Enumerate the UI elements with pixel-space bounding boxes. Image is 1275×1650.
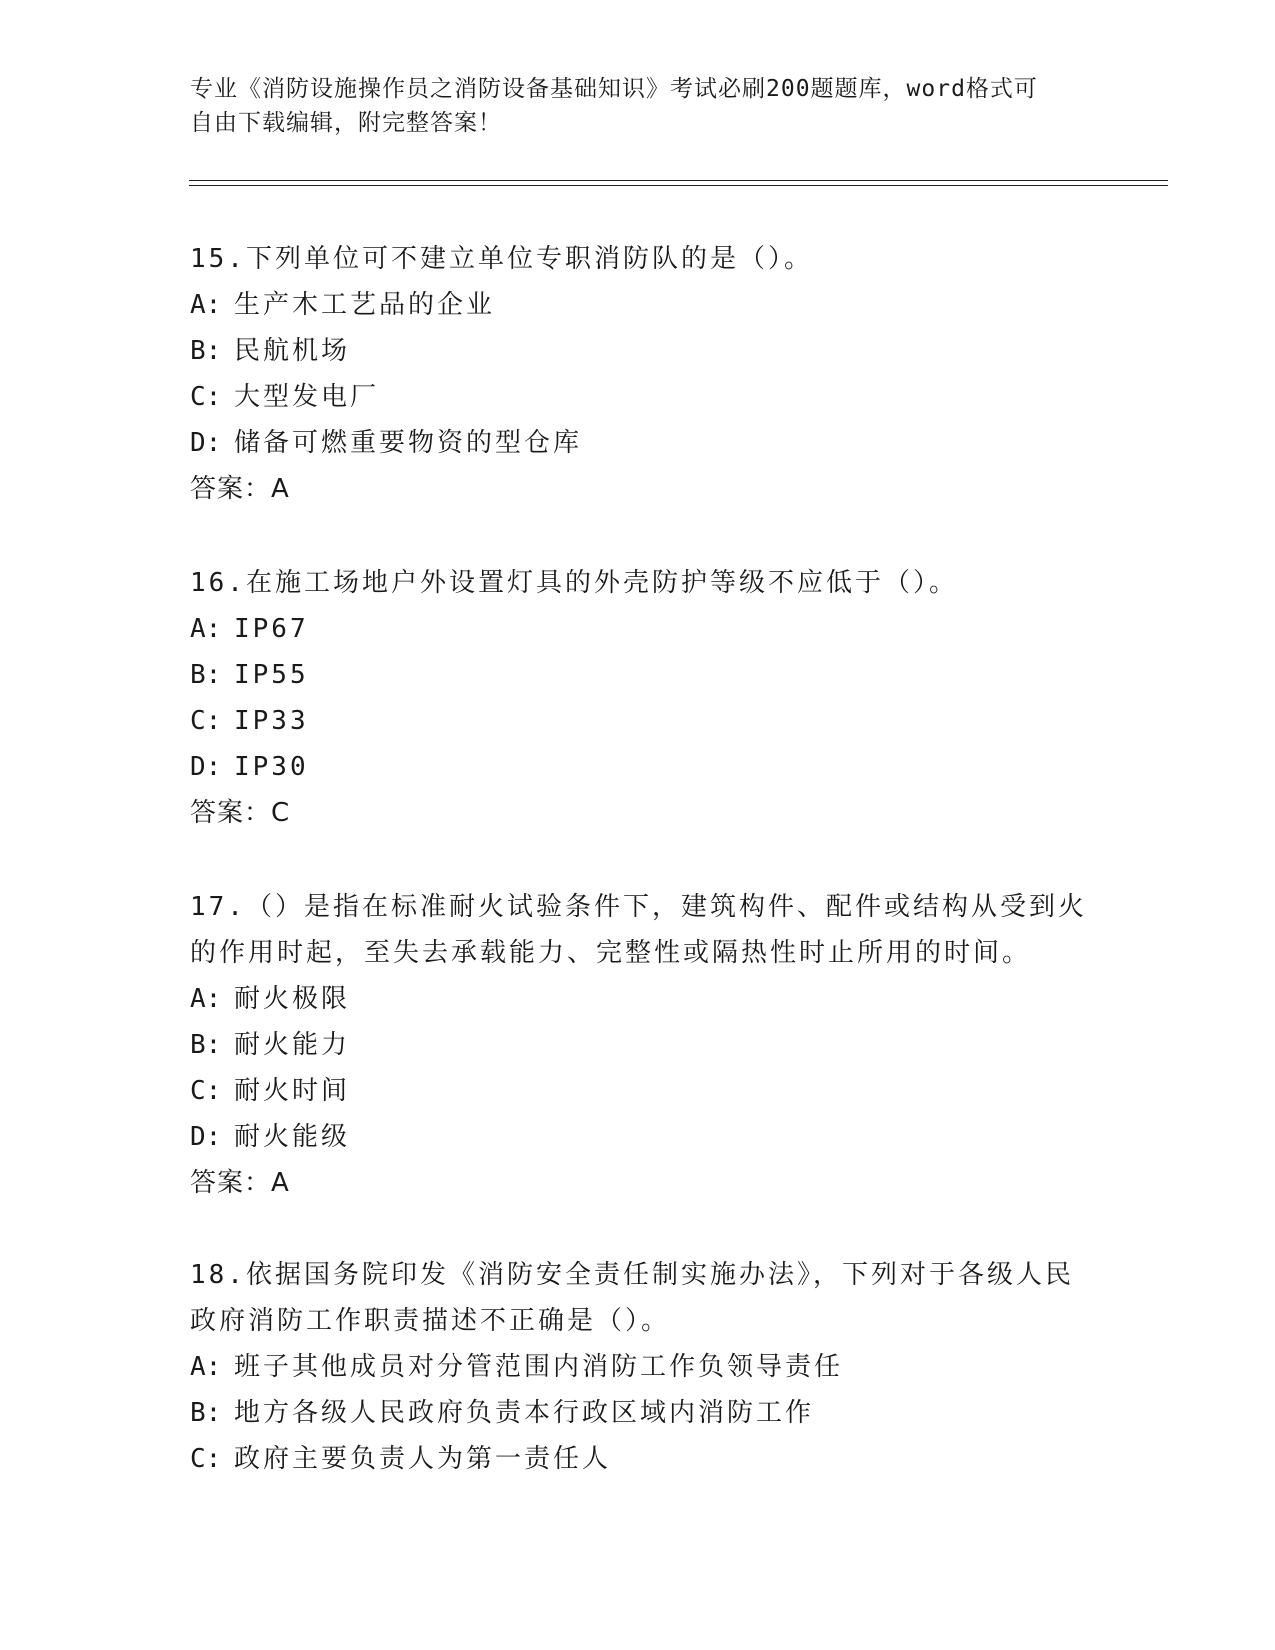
- option-b: [190, 328, 1090, 374]
- option-c: [190, 1068, 1090, 1114]
- header-divider-bottom: [189, 185, 1168, 186]
- option-letter: C:: [190, 382, 222, 412]
- option-text: 耐火时间: [234, 1076, 351, 1106]
- option-text: 班子其他成员对分管范围内消防工作负领导责任: [234, 1352, 844, 1382]
- header-divider-top: [189, 180, 1168, 181]
- option-b: [190, 1022, 1090, 1068]
- document-header: [190, 72, 1090, 140]
- option-a: [190, 976, 1090, 1022]
- header-line-1: 专业《消防设施操作员之消防设备基础知识》考试必刷200题题库，word格式可: [190, 76, 1038, 102]
- option-text: 地方各级人民政府负责本行政区域内消防工作: [234, 1398, 815, 1428]
- option-letter: B:: [190, 336, 222, 366]
- option-text: 储备可燃重要物资的型仓库: [234, 428, 583, 458]
- option-a: [190, 282, 1090, 328]
- option-b: [190, 652, 1090, 698]
- header-line-2: 自由下载编辑，附完整答案！: [190, 110, 502, 136]
- option-letter: A:: [190, 614, 222, 644]
- option-text: IP55: [234, 660, 309, 690]
- option-text: 耐火能级: [234, 1122, 351, 1152]
- option-letter: A:: [190, 1352, 222, 1382]
- question-stem: 16.在施工场地户外设置灯具的外壳防护等级不应低于（）。: [190, 568, 958, 598]
- option-d: [190, 420, 1090, 466]
- option-letter: C:: [190, 1444, 222, 1474]
- option-letter: B:: [190, 660, 222, 690]
- answer-label: 答案：C: [190, 798, 291, 828]
- option-letter: A:: [190, 290, 222, 320]
- option-c: [190, 374, 1090, 420]
- answer-label: 答案：A: [190, 474, 290, 504]
- option-text: 耐火极限: [234, 984, 351, 1014]
- option-d: [190, 1114, 1090, 1160]
- question-17: [190, 884, 1090, 1206]
- question-stem-line-2: 的作用时起，至失去承载能力、完整性或隔热性时止所用的时间。: [190, 938, 1032, 968]
- option-letter: C:: [190, 1076, 222, 1106]
- option-text: 政府主要负责人为第一责任人: [234, 1444, 612, 1474]
- option-text: 大型发电厂: [234, 382, 380, 412]
- option-c: [190, 698, 1090, 744]
- question-15: [190, 236, 1090, 512]
- question-18: [190, 1252, 1090, 1482]
- option-a: [190, 1344, 1090, 1390]
- option-letter: B:: [190, 1398, 222, 1428]
- option-c: [190, 1436, 1090, 1482]
- question-stem: 15.下列单位可不建立单位专职消防队的是（）。: [190, 244, 813, 274]
- option-letter: C:: [190, 706, 222, 736]
- option-text: IP67: [234, 614, 309, 644]
- option-text: 生产木工艺品的企业: [234, 290, 496, 320]
- question-16: [190, 560, 1090, 836]
- answer-label: 答案：A: [190, 1168, 290, 1198]
- option-letter: B:: [190, 1030, 222, 1060]
- option-text: IP33: [234, 706, 309, 736]
- option-d: [190, 744, 1090, 790]
- question-stem-line-1: 18.依据国务院印发《消防安全责任制实施办法》，下列对于各级人民: [190, 1260, 1074, 1290]
- option-letter: D:: [190, 1122, 222, 1152]
- option-text: 民航机场: [234, 336, 351, 366]
- option-a: [190, 606, 1090, 652]
- option-text: IP30: [234, 752, 309, 782]
- option-letter: D:: [190, 428, 222, 458]
- question-stem-line-1: 17.（）是指在标准耐火试验条件下，建筑构件、配件或结构从受到火: [190, 892, 1087, 922]
- question-stem-line-2: 政府消防工作职责描述不正确是（）。: [190, 1306, 671, 1336]
- option-letter: D:: [190, 752, 222, 782]
- option-letter: A:: [190, 984, 222, 1014]
- option-text: 耐火能力: [234, 1030, 351, 1060]
- option-b: [190, 1390, 1090, 1436]
